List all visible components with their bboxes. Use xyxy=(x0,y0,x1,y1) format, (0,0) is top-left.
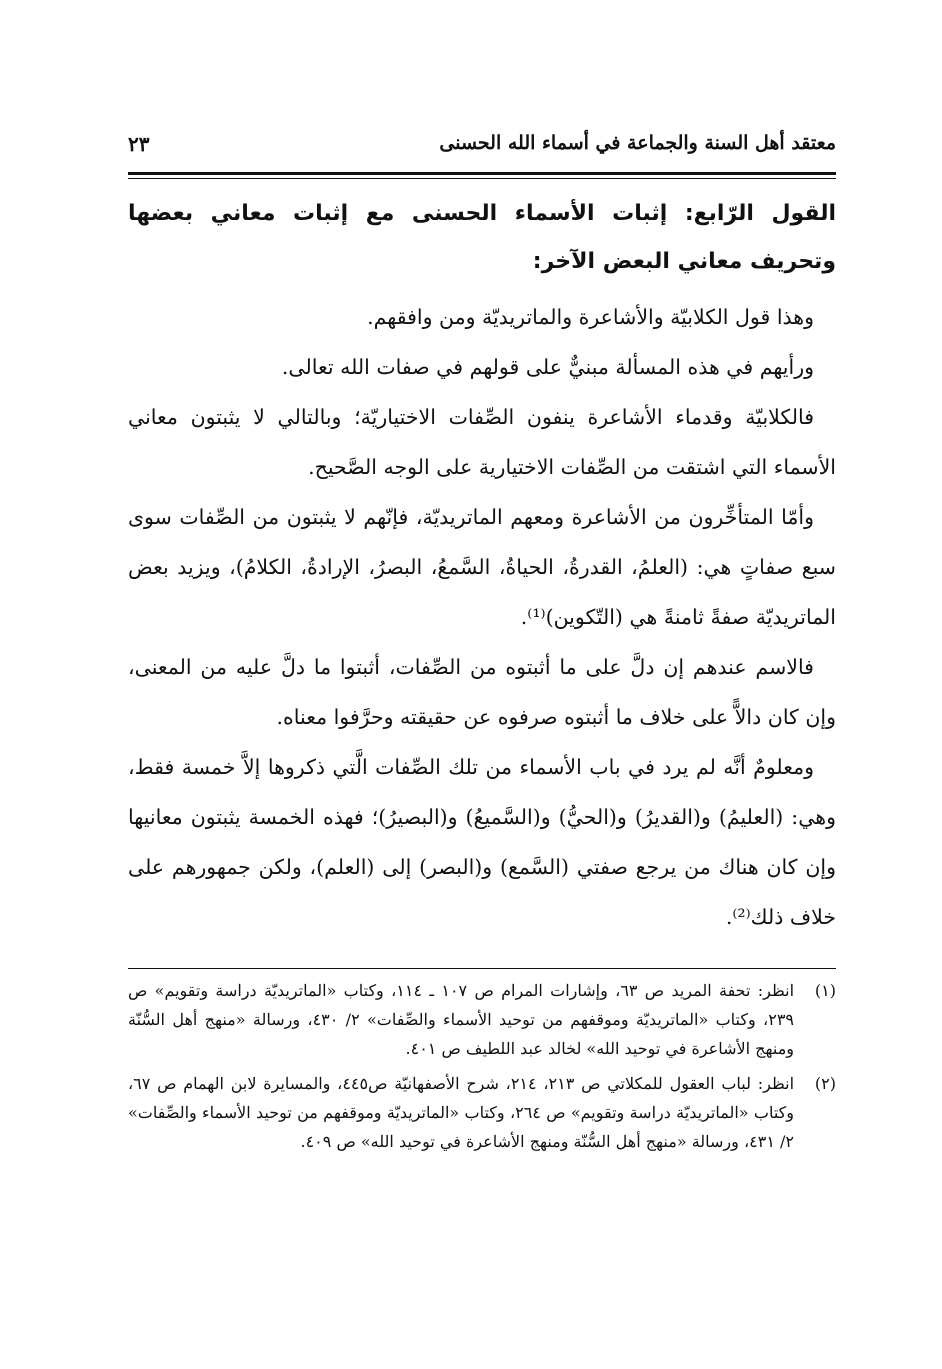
main-text xyxy=(128,190,836,942)
footnote-separator xyxy=(128,968,836,969)
section-heading: القول الرّابع: إثبات الأسماء الحسنى مع إثبات معاني بعضها وتحريف معاني البعض الآخر: xyxy=(128,201,836,274)
running-header xyxy=(128,128,836,166)
footnote-text: انظر: لباب العقول للمكلاتي ص ٢١٣، ٢١٤، شرح الأصفهانيّة ص٤٤٥، والمسايرة لابن الهمام ص ٦٧، وكتاب «الماتريديّة دراسة وتقويم» ص ٢٦٤، وكتاب «الماتريديّة وموقفهم من توحيد الأسماء والصِّفات» ٢/ ٤٣١، ورسالة «منهج أهل السُّنّة ومنهج الأشاعرة في توحيد الله» ص ٤٠٩. xyxy=(128,1074,795,1151)
paragraph: وهذا قول الكلابيّة والأشاعرة والماتريديّة ومن وافقهم. xyxy=(367,305,814,329)
header-rule-thick xyxy=(128,172,836,175)
paragraph: فالكلابيّة وقدماء الأشاعرة ينفون الصِّفات الاختياريّة؛ وبالتالي لا يثبتون معاني الأسماء التي اشتقت من الصِّفات الاختيارية على الوجه الصَّحيح. xyxy=(128,405,836,479)
footnote-number: (١) xyxy=(814,981,836,1000)
paragraph: ومعلومٌ أنَّه لم يرد في باب الأسماء من تلك الصِّفات الَّتي ذكروها إلاَّ خمسة فقط، وهي: (العليمُ) و(القديرُ) و(الحيُّ) و(السَّميعُ) و(البصيرُ)؛ فهذه الخمسة يثبتون معانيها وإن كان هناك من يرجع صفتي (السَّمع) و(البصر) إلى (العلم)، ولكن جمهورهم على خلاف ذلك⁽²⁾. xyxy=(128,755,836,929)
paragraph: فالاسم عندهم إن دلَّ على ما أثبتوه من الصِّفات، أثبتوا ما دلَّ عليه من المعنى، وإن كان دالاًّ على خلاف ما أثبتوه صرفوه عن حقيقته وحرَّفوا معناه. xyxy=(128,655,836,729)
footnote-text: انظر: تحفة المريد ص ٦٣، وإشارات المرام ص ١٠٧ ـ ١١٤، وكتاب «الماتريديّة دراسة وتقويم» ص ٢٣٩، وكتاب «الماتريديّة وموقفهم من توحيد الأسماء والصِّفات» ٢/ ٤٣٠، ورسالة «منهج أهل السُّنّة ومنهج الأشاعرة في توحيد الله» لخالد عبد اللطيف ص ٤٠١. xyxy=(128,981,795,1058)
footnote-2 xyxy=(128,1069,836,1156)
footnote-1 xyxy=(128,976,836,1063)
footnote-number: (٢) xyxy=(814,1074,836,1093)
page-number: ٢٣ xyxy=(128,132,150,156)
paragraph: وأمّا المتأخِّرون من الأشاعرة ومعهم الماتريديّة، فإنّهم لا يثبتون من الصِّفات سوى سبع صفاتٍ هي: (العلمُ، القدرةُ، الحياةُ، السَّمعُ، البصرُ، الإرادةُ، الكلامُ)، ويزيد بعض الماتريديّة صفةً ثامنةً هي (التّكوين)⁽¹⁾. xyxy=(128,505,836,629)
paragraph: ورأيهم في هذه المسألة مبنيٌّ على قولهم في صفات الله تعالى. xyxy=(281,355,814,379)
header-rule-thin xyxy=(128,178,836,179)
footnotes xyxy=(128,976,836,1162)
book-title: معتقد أهل السنة والجماعة في أسماء الله الحسنى xyxy=(439,132,836,154)
